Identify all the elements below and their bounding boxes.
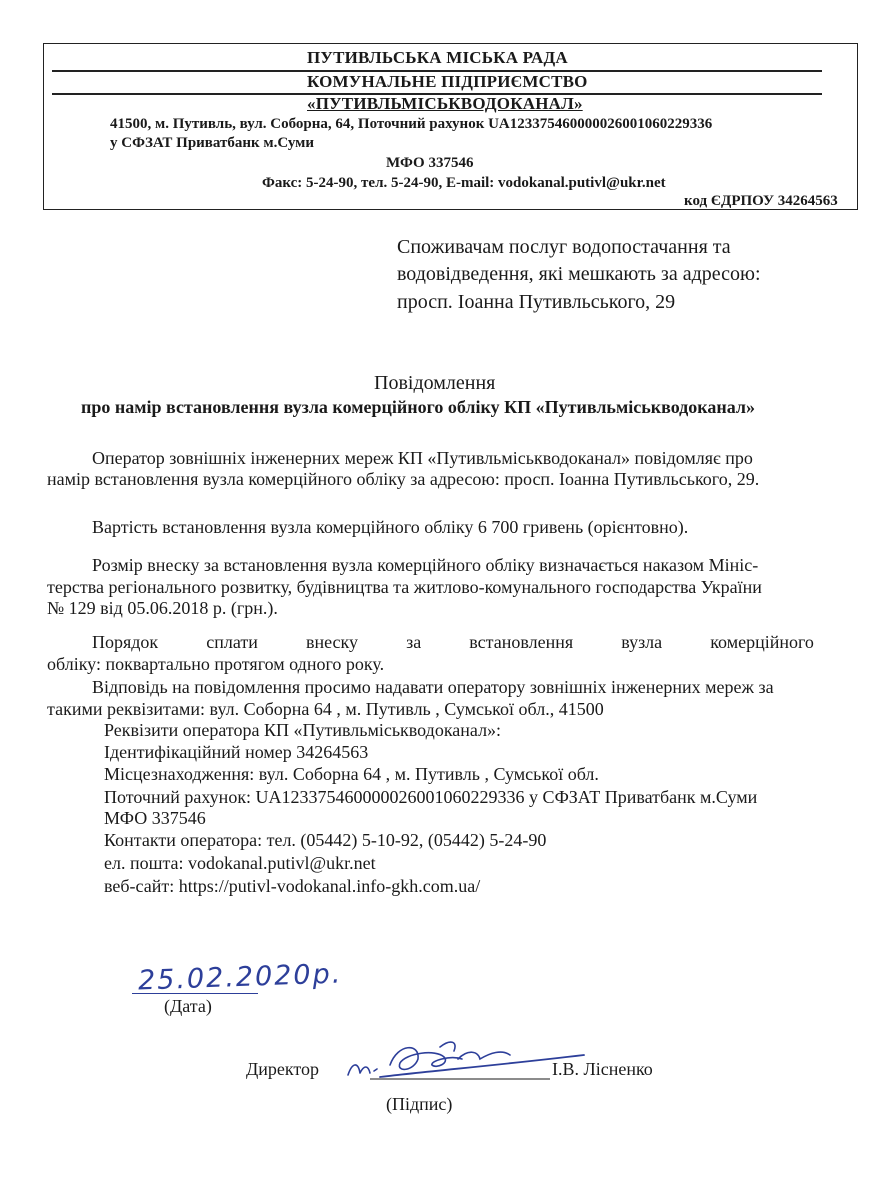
director-label: Директор	[246, 1059, 320, 1079]
paragraph-1-line-1: Оператор зовнішніх інженерних мереж КП «Путивльміськводоканал» повідомляє про	[92, 448, 753, 468]
paragraph-4-word: комерційного	[710, 632, 814, 652]
paragraph-4-word: Порядок	[92, 632, 159, 652]
paragraph-3-line-3: № 129 від 05.06.2018 р. (грн.).	[47, 598, 278, 618]
paragraph-4-word: сплати	[206, 632, 258, 652]
paragraph-1-line-2: намір встановлення вузла комерційного обліку за адресою: просп. Іоанна Путивльського, 29.	[47, 469, 760, 489]
paragraph-5-line-2: такими реквізитами: вул. Соборна 64 , м. Путивль , Сумської обл., 41500	[47, 699, 604, 719]
paragraph-4-word: за	[406, 632, 422, 652]
requisites-location: Місцезнаходження: вул. Соборна 64 , м. Путивль , Сумської обл.	[104, 764, 599, 784]
signature-label: (Підпис)	[386, 1094, 453, 1114]
paragraph-5-line-1: Відповідь на повідомлення просимо надавати оператору зовнішніх інженерних мереж за	[92, 677, 774, 697]
paragraph-4-line-2: обліку: поквартально протягом одного року.	[47, 654, 385, 674]
council-name: ПУТИВЛЬСЬКА МІСЬКА РАДА	[307, 48, 568, 67]
date-label: (Дата)	[164, 996, 212, 1016]
letterhead-edrpou: код ЄДРПОУ 34264563	[684, 193, 838, 209]
requisites-account: Поточний рахунок: UA123375460000026001060229336 у СФЗАТ Приватбанк м.Суми	[104, 787, 758, 807]
notice-title: Повідомлення	[374, 372, 496, 394]
paragraph-4-word: внеску	[305, 632, 359, 652]
enterprise-name: «ПУТИВЛЬМІСЬКВОДОКАНАЛ»	[307, 94, 583, 113]
paragraph-2: Вартість встановлення вузла комерційного обліку 6 700 гривень (орієнтовно).	[92, 517, 689, 537]
requisites-website: веб-сайт: https://putivl-vodokanal.info-gkh.com.ua/	[104, 876, 481, 896]
handwritten-date: 25.02.2020р.	[137, 958, 343, 997]
paragraph-3-line-2: терства регіонального розвитку, будівництва та житлово-комунального господарства України	[47, 577, 762, 597]
paragraph-4-word: встановлення	[469, 632, 574, 652]
paragraph-4-line-1	[92, 632, 814, 653]
notice-subtitle: про намір встановлення вузла комерційного обліку КП «Путивльміськводоканал»	[81, 397, 756, 417]
requisites-title: Реквізити оператора КП «Путивльміськводоканал»:	[104, 720, 502, 740]
letterhead-mfo: МФО 337546	[386, 155, 474, 171]
director-name: І.В. Лісненко	[552, 1059, 653, 1079]
letterhead-bank: у СФЗАТ Приватбанк м.Суми	[110, 135, 315, 151]
recipient-line-2: водовідведення, які мешкають за адресою:	[397, 263, 761, 285]
recipient-line-3: просп. Іоанна Путивльського, 29	[397, 291, 676, 313]
paragraph-3-line-1: Розмір внеску за встановлення вузла комерційного обліку визначається наказом Мініс-	[92, 555, 759, 575]
letterhead-contacts: Факс: 5-24-90, тел. 5-24-90, E-mail: vodokanal.putivl@ukr.net	[262, 175, 666, 191]
recipient-line-1: Споживачам послуг водопостачання та	[397, 236, 731, 258]
paragraph-4-word: вузла	[621, 632, 663, 652]
letterhead-address: 41500, м. Путивль, вул. Соборна, 64, Поточний рахунок UA123375460000026001060229336	[110, 116, 713, 132]
enterprise-type: КОМУНАЛЬНЕ ПІДПРИЄМСТВО	[307, 72, 588, 91]
requisites-phones: Контакти оператора: тел. (05442) 5-10-92, (05442) 5-24-90	[104, 830, 547, 850]
date-underline	[132, 993, 258, 994]
requisites-id: Ідентифікаційний номер 34264563	[104, 742, 369, 762]
requisites-email: ел. пошта: vodokanal.putivl@ukr.net	[104, 853, 376, 873]
requisites-mfo: МФО 337546	[104, 808, 206, 828]
